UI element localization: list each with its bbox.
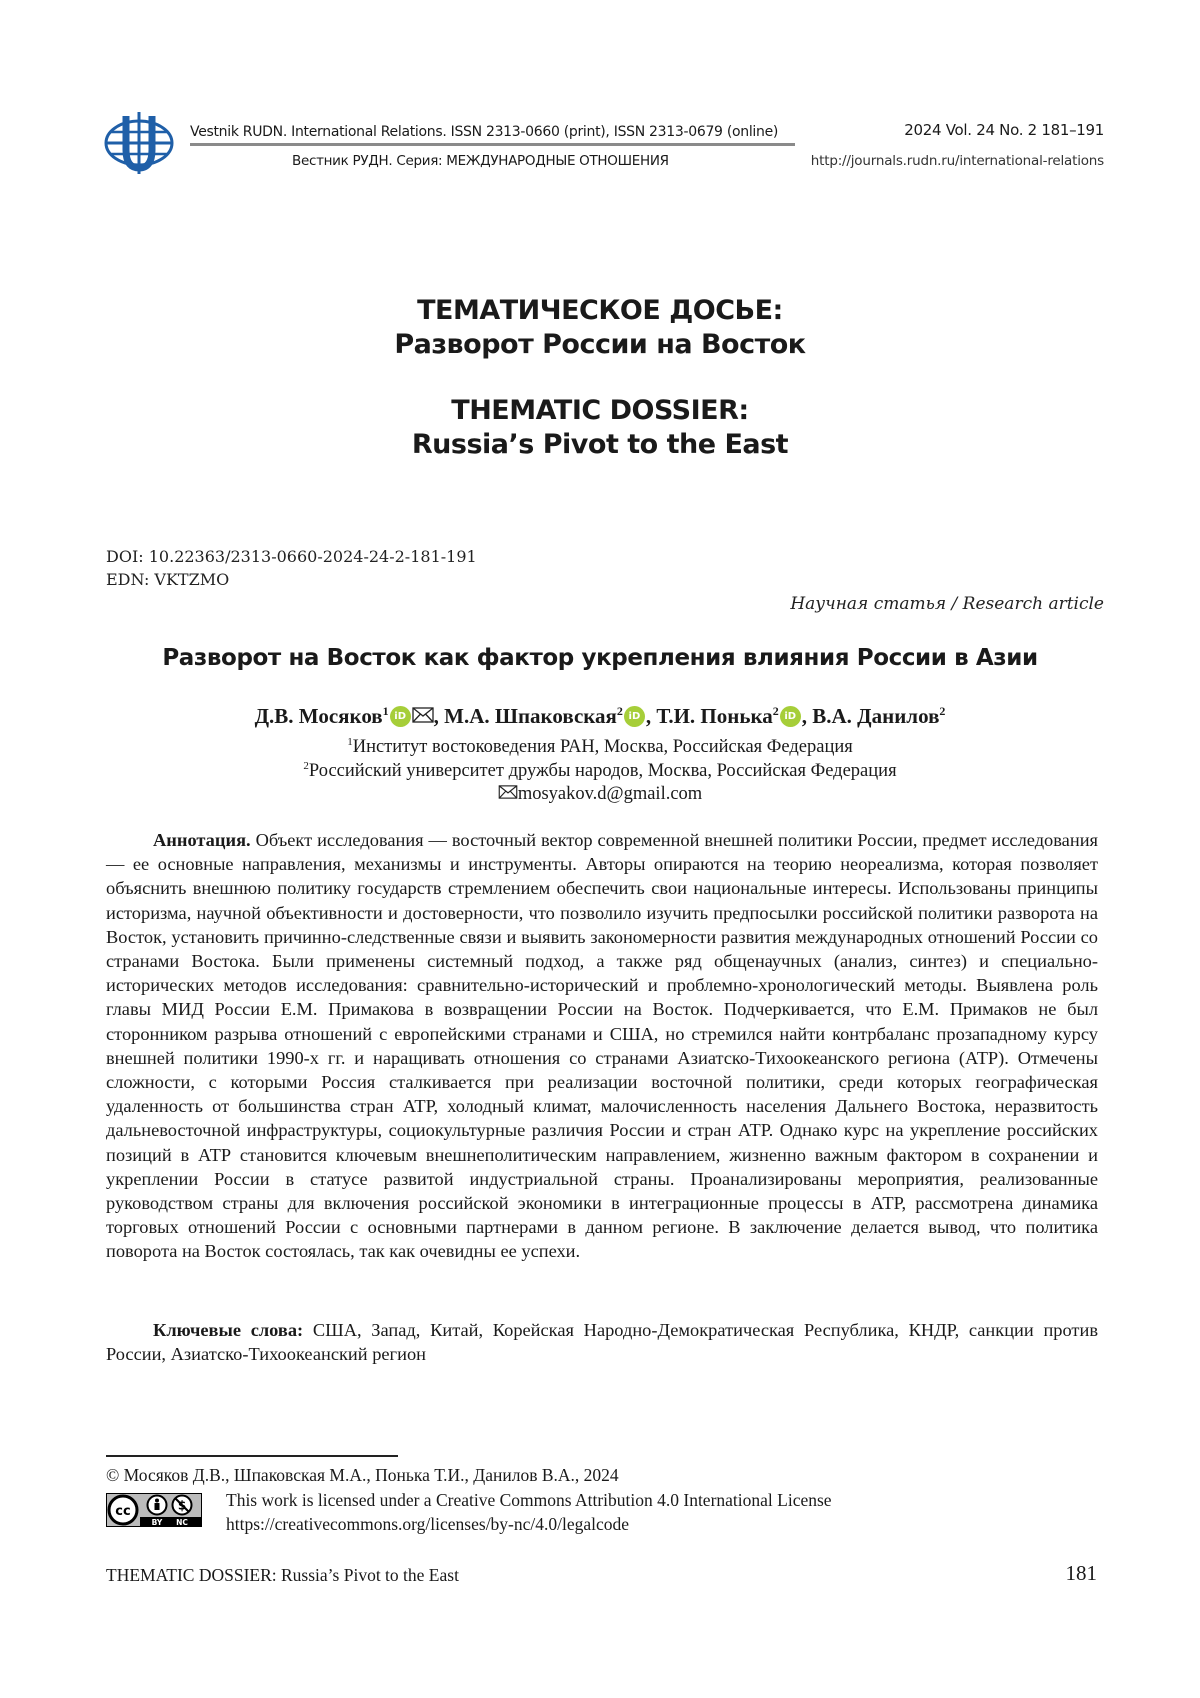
footnote-rule [106,1455,398,1457]
authors-line [0,704,1200,729]
volume-info: 2024 Vol. 24 No. 2 181–191 [904,121,1104,139]
abstract-text: Объект исследования — восточный вектор современной внешней политики России, предмет исследования — ее основные направления, механизмы и инструменты. Авторы опираются на теорию неореализма, которая позволяет объяснить внешнюю политику государств стремлением обеспечить свои национальные интересы. Использованы принципы историзма, научной объективности и достоверности, что позволило изучить предпосылки российской политики разворота на Восток, установить причинно-следственные связи и выявить закономерности развития международных отношений России со странами Востока. Были применены системный подход, а также ряд общенаучных (анализ, синтез) и специально-исторических методов исследования: сравнительно-исторический и проблемно-хронологический методы. Выявлена роль главы МИД России Е.М. Примакова в возвращении России на Восток. Подчеркивается, что Е.М. Примаков не был сторонником разрыва отношений с европейскими странами и США, но стремился найти контрбаланс прозападному курсу внешней политики 1990-х гг. и наращивать отношения со странами Азиатско-Тихоокеанского региона (АТР). Отмечены сложности, с которыми Россия сталкивается при реализации восточной политики, среди которых географическая удаленность от большинства стран АТР, холодный климат, малочисленность населения Дальнего Востока, неразвитость дальневосточной инфраструктуры, социокультурные различия России и стран АТР. Однако курс на укрепление российских позиций в АТР становится ключевым внешнеполитическим направлением, жизненно важным фактором в сохранении и укреплении России в статусе развитой индустриальной страны. Проанализированы мероприятия, реализованные руководством страны для включения российской экономики в интеграционные процессы в АТР, рассмотрена динамика торговых отношений России с основными партнерами в данном регионе. В заключение делается вывод, что политика поворота на Восток состоялась, так как очевидны ее успехи. [106,830,1098,1261]
svg-text:cc: cc [115,1504,130,1519]
envelope-icon [498,785,518,799]
affiliation-marker: 1 [383,704,389,718]
badge-nc-label: NC [176,1518,188,1527]
article-title: Разворот на Восток как фактор укрепления влияния России в Азии [0,645,1200,671]
copyright: © Мосяков Д.В., Шпаковская М.А., Понька Т.И., Данилов В.А., 2024 [106,1465,619,1486]
doi[interactable]: DOI: 10.22363/2313-0660-2024-24-2-181-191 [106,545,477,568]
envelope-icon[interactable] [412,707,434,723]
dossier-en-line1: THEMATIC DOSSIER: [0,394,1200,428]
orcid-icon[interactable]: iD [624,706,645,727]
author-separator: , [434,704,445,728]
dossier-title-en [0,394,1200,462]
author-name: Т.И. Понька [656,704,772,728]
corresponding-email [0,784,1200,805]
affiliation-marker: 2 [773,704,779,718]
email-link[interactable]: mosyakov.d@gmail.com [518,784,702,804]
author-separator: , [802,704,813,728]
keywords-text: США, Запад, Китай, Корейская Народно-Демократическая Республика, КНДР, санкции против России, Азиатско-Тихоокеанский регион [106,1320,1098,1364]
journal-title-en: Vestnik RUDN. International Relations. ISSN 2313-0660 (print), ISSN 2313-0679 (online) [190,124,778,140]
affiliation-marker: 2 [617,704,623,718]
rudn-logo-icon [104,112,174,174]
abstract-label: Аннотация. [153,830,251,850]
author-name: В.А. Данилов [812,704,939,728]
orcid-icon[interactable]: iD [390,706,411,727]
page-number: 181 [1066,1561,1098,1586]
affiliation-1 [0,736,1200,758]
author-separator: , [646,704,657,728]
affiliation-number: 1 [347,736,353,748]
dossier-title-ru [0,294,1200,362]
dossier-ru-line1: ТЕМАТИЧЕСКОЕ ДОСЬЕ: [0,294,1200,328]
license-url[interactable]: https://creativecommons.org/licenses/by-nc/4.0/legalcode [226,1514,629,1535]
running-title: THEMATIC DOSSIER: Russia’s Pivot to the East [106,1565,459,1586]
article-type: Научная статья / Research article [790,594,1104,614]
journal-title-ru: Вестник РУДН. Серия: МЕЖДУНАРОДНЫЕ ОТНОШЕНИЯ [292,153,669,169]
abstract [106,828,1098,1264]
cc-by-nc-badge-icon[interactable] [106,1493,202,1527]
affiliation-number: 2 [303,760,309,772]
affiliation-text: Институт востоковедения РАН, Москва, Российская Федерация [353,737,853,757]
identifiers [106,545,477,591]
dossier-en-line2: Russia’s Pivot to the East [0,428,1200,462]
journal-url[interactable]: http://journals.rudn.ru/international-relations [811,153,1104,169]
header-rule [190,143,795,146]
edn: EDN: VKTZMO [106,568,477,591]
author-name: Д.В. Мосяков [255,704,383,728]
keywords-label: Ключевые слова: [153,1320,303,1340]
orcid-icon[interactable]: iD [780,706,801,727]
dossier-ru-line2: Разворот России на Восток [0,328,1200,362]
keywords [106,1318,1098,1366]
affiliation-2 [0,760,1200,782]
license-text: This work is licensed under a Creative Commons Attribution 4.0 International License [226,1490,832,1511]
affiliation-text: Российский университет дружбы народов, Москва, Российская Федерация [309,761,897,781]
badge-by-label: BY [152,1518,163,1527]
author-name: М.А. Шпаковская [444,704,617,728]
affiliation-marker: 2 [939,704,945,718]
